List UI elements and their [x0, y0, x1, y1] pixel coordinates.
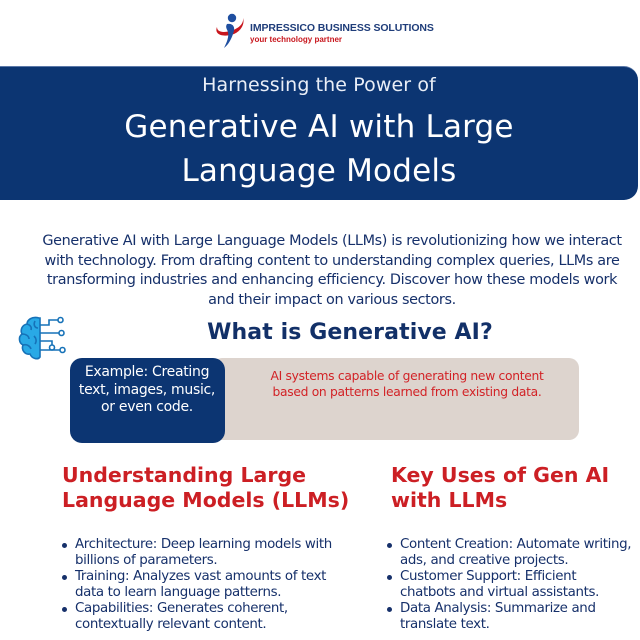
title-banner [0, 66, 638, 200]
list-item [60, 537, 340, 569]
list-item-text: Training: Analyzes vast amounts of text data to learn language patterns. [75, 569, 327, 600]
intro-paragraph: Generative AI with Large Language Models (LLMs) is revolutionizing how we interact with technology. From drafting content to understanding complex queries, LLMs are transforming industries and enhancing efficiency. Discover how these models work and their impact on various sectors. [42, 233, 622, 308]
list-item-text: Data Analysis: Summarize and translate text. [400, 601, 596, 632]
list-item-text: Capabilities: Generates coherent, contextually relevant content. [75, 601, 288, 632]
example-text: Example: Creating text, images, music, or even code. [78, 364, 216, 415]
list-item [385, 569, 635, 601]
list-item [385, 537, 635, 569]
person-swoosh-logo-icon [214, 10, 246, 50]
section-title-key-uses: Key Uses of Gen AI with LLMs [391, 463, 610, 512]
list-item-text: Architecture: Deep learning models with billions of parameters. [75, 537, 332, 568]
list-item [60, 569, 340, 601]
company-tagline: your technology partner [250, 35, 343, 44]
list-item-text: Content Creation: Automate writing, ads, and creative projects. [400, 537, 632, 568]
section-title-what-is-genai: What is Generative AI? [207, 320, 493, 345]
banner-title [0, 105, 638, 193]
brain-circuit-icon [17, 313, 71, 363]
definition-text: AI systems capable of generating new content based on patterns learned from existing data. [270, 369, 544, 399]
bullet-icon [387, 575, 392, 580]
llm-bullet-list [60, 537, 340, 633]
company-name: IMPRESSICO BUSINESS SOLUTIONS [250, 22, 434, 34]
list-item [60, 601, 340, 633]
bullet-icon [387, 607, 392, 612]
list-item-text: Customer Support: Efficient chatbots and virtual assistants. [400, 569, 600, 600]
bullet-icon [62, 607, 67, 612]
company-logo [214, 9, 434, 51]
uses-bullet-list [385, 537, 635, 633]
bullet-icon [62, 543, 67, 548]
banner-title-line1: Generative AI with Large [124, 109, 514, 145]
list-item [385, 601, 635, 633]
bullet-icon [387, 543, 392, 548]
section-title-understanding-llms: Understanding Large Language Models (LLMs) [62, 463, 350, 512]
bullet-icon [62, 575, 67, 580]
banner-title-line2: Language Models [181, 153, 457, 189]
banner-pretitle: Harnessing the Power of [202, 74, 436, 96]
